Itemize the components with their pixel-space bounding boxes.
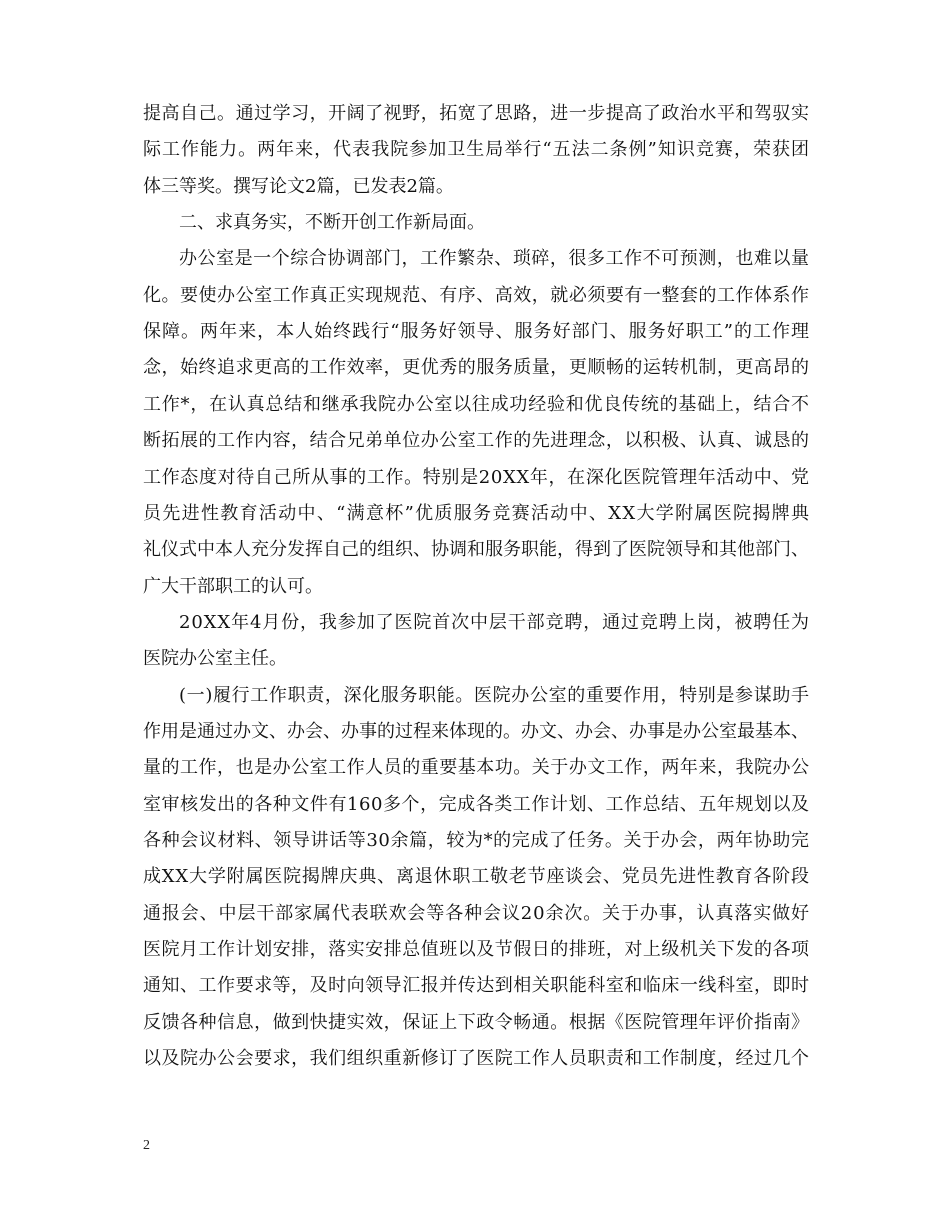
text-line: 医院月工作计划安排，落实安排总值班以及节假日的排班，对上级机关下发的各项: [143, 939, 810, 961]
text-line: 以及院办公会要求，我们组织重新修订了医院工作人员职责和工作制度，经过几个: [143, 1048, 810, 1070]
text-line: 断拓展的工作内容，结合兄弟单位办公室工作的先进理念，以积极、认真、诚恳的: [143, 430, 810, 452]
text-line: 通知、工作要求等，及时向领导汇报并传达到相关职能科室和临床一线科室，即时: [143, 975, 810, 997]
text-line: 反馈各种信息，做到快捷实效，保证上下政令畅通。根据《医院管理年评价指南》: [143, 1011, 810, 1033]
text-line: 工作*，在认真总结和继承我院办公室以往成功经验和优良传统的基础上，结合不: [143, 393, 810, 415]
text-line: 20XX年4月份，我参加了医院首次中层干部竞聘，通过竞聘上岗，被聘任为: [179, 611, 810, 633]
text-line: 二、求真务实，不断开创工作新局面。: [179, 212, 485, 234]
text-line: 医院办公室主任。: [143, 648, 287, 670]
text-line: 成XX大学附属医院揭牌庆典、离退休职工敬老节座谈会、党员先进性教育各阶段: [143, 866, 810, 888]
text-line: 工作态度对待自己所从事的工作。特别是20XX年，在深化医院管理年活动中、党: [143, 466, 810, 488]
text-line: 提高自己。通过学习，开阔了视野，拓宽了思路，进一步提高了政治水平和驾驭实: [143, 103, 810, 124]
text-line: 体三等奖。撰写论文2篇，已发表2篇。: [143, 175, 454, 197]
text-line: 际工作能力。两年来，代表我院参加卫生局举行“五法二条例”知识竞赛，荣获团: [143, 139, 811, 161]
text-line: 员先进性教育活动中、“满意杯”优质服务竞赛活动中、XX大学附属医院揭牌典: [143, 502, 811, 524]
text-line: 礼仪式中本人充分发挥自己的组织、协调和服务职能，得到了医院领导和其他部门、: [143, 539, 809, 561]
text-line: 室审核发出的各种文件有160多个，完成各类工作计划、工作总结、五年规划以及: [143, 793, 810, 815]
text-line: 作用是通过办文、办会、办事的过程来体现的。办文、办会、办事是办公室最基本、: [143, 720, 809, 742]
page-number: 2: [143, 1138, 150, 1153]
text-line: 各种会议材料、领导讲话等30余篇，较为*的完成了任务。关于办会，两年协助完: [143, 830, 810, 851]
text-line: (一)履行工作职责，深化服务职能。医院办公室的重要作用，特别是参谋助手: [179, 684, 810, 706]
text-line: 广大干部职工的认可。: [143, 575, 323, 597]
text-line: 通报会、中层干部家属代表联欢会等各种会议20余次。关于办事，认真落实做好: [143, 902, 810, 924]
text-line: 保障。两年来，本人始终践行“服务好领导、服务好部门、服务好职工”的工作理: [143, 321, 811, 343]
text-line: 量的工作，也是办公室工作人员的重要基本功。关于办文工作，两年来，我院办公: [143, 757, 810, 779]
text-line: 念，始终追求更高的工作效率，更优秀的服务质量，更顺畅的运转机制，更高昂的: [143, 357, 810, 379]
text-line: 化。要使办公室工作真正实现规范、有序、高效，就必须要有一整套的工作体系作: [143, 284, 810, 306]
text-line: 办公室是一个综合协调部门，工作繁杂、琐碎，很多工作不可预测，也难以量: [179, 248, 810, 270]
